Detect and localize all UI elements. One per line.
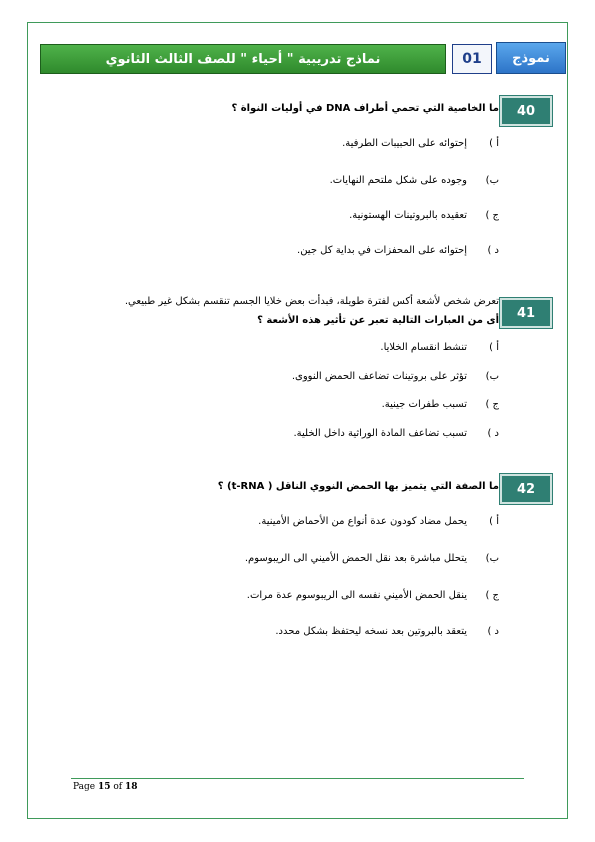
option-text: إحتوائه على المحفزات في بداية كل جين. [297,245,467,256]
option-letter: ب) [485,371,499,382]
page-label: Page [73,782,96,792]
option-letter: أ ) [489,342,499,353]
option-row[interactable] [342,138,499,149]
current-page: 15 [97,782,111,792]
footer-divider [71,778,524,779]
option-row[interactable] [258,516,499,527]
option-text: ينقل الحمض الأميني نفسه الى الريبوسوم عدة مرات. [246,590,467,601]
option-letter: ج ) [485,399,499,410]
option-row[interactable] [245,553,499,564]
of-label: of [113,782,123,792]
option-letter: أ ) [489,516,499,527]
option-row[interactable] [297,245,499,256]
option-row[interactable] [330,175,499,186]
option-letter: ج ) [485,590,499,601]
option-letter: ج ) [485,210,499,221]
question-number-40: 40 [500,96,552,126]
question-text: أى من العبارات التالية تعبر عن تأثير هذه الأشعة ؟ [257,315,499,326]
total-pages: 18 [125,782,138,792]
option-text: يتعقد بالبروتين بعد نسخه ليحتفظ بشكل محدد. [275,626,467,637]
model-number: 01 [452,44,492,74]
option-letter: د ) [487,626,499,637]
option-row[interactable] [349,210,499,221]
page-indicator [73,782,138,792]
option-text: إحتوائه على الحبيبات الطرفية. [342,138,467,149]
option-row[interactable] [275,626,499,637]
option-text: تؤثر على بروتينات تضاعف الحمض النووى. [291,371,467,382]
option-letter: د ) [487,245,499,256]
option-row[interactable] [382,399,499,410]
option-text: تسبب طفرات جينية. [381,399,467,410]
question-text: ما الخاصية التي تحمي أطراف DNA في أوليات النواة ؟ [231,103,499,114]
question-number-42: 42 [500,474,552,504]
option-letter: أ ) [489,138,499,149]
option-row[interactable] [380,342,499,353]
question-text: ما الصفة التي يتميز بها الحمض النووي الناقل ( t-RNA) ؟ [217,481,499,492]
option-row[interactable] [292,371,499,382]
option-letter: ب) [485,175,499,186]
option-text: تسبب تضاعف المادة الوراثية داخل الخلية. [293,428,467,439]
question-text: تعرض شخص لأشعة أكس لفترة طويلة، فبدأت بعض خلايا الجسم تنقسم بشكل غير طبيعي. [124,296,499,307]
option-text: وجوده على شكل ملتحم النهايات. [329,175,467,186]
option-text: يتحلل مباشرة بعد نقل الحمض الأميني الى الريبوسوم. [244,553,467,564]
option-text: تعقيده بالبروتينات الهستونية. [349,210,467,221]
option-text: تنشط انقسام الخلايا. [380,342,467,353]
header-title: نماذج تدريبية " أحياء " للصف الثالث الثانوي [40,44,446,74]
option-letter: د ) [487,428,499,439]
option-row[interactable] [294,428,500,439]
option-text: يحمل مضاد كودون عدة أنواع من الأحماض الأمينية. [258,516,467,527]
option-letter: ب) [485,553,499,564]
option-row[interactable] [247,590,499,601]
question-number-41: 41 [500,298,552,328]
model-tag: نموذج [496,42,566,74]
